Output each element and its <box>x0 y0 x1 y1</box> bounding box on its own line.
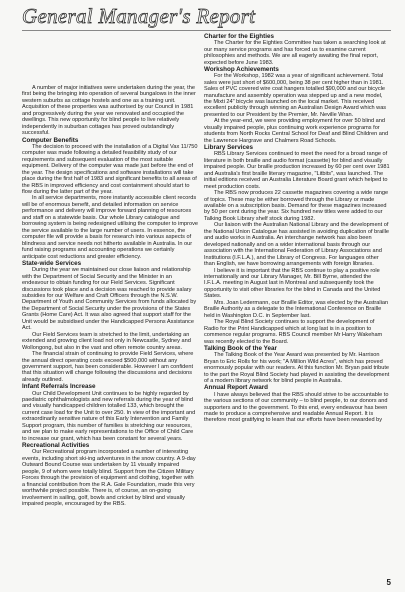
section-infant-referrals-increase <box>22 383 198 442</box>
section-charter-for-the-eighties <box>204 33 390 66</box>
paragraph: During the year we maintained our close liaison and relationship with the Department of Social Security and the Minister in an endeavour to obtain funding for our Field Services. Significant discussions took place and a decision was reached to provide salary subsidies for our Welfare and Craft Officers through the N.S.W. Department of Youth and Community Services from funds allocated by the Department of Social Security under the provisions of the States Grants (Home Care) Act. It was also agreed that support staff for the Unit would be subsidised under the Handicapped Persons Assistance Act. <box>22 267 197 332</box>
paragraph: The Royal Blind Society continues to support the development of Radio for the Print Handicapped which at long last is in a position to commence regular programs. RBS Council member Mr Harry Wakeham was recently elected to the Board. <box>204 319 383 345</box>
paragraph: The RBS now produces 22 cassette magazines covering a wide range of topics. These may be either borrowed through the Library or made available on a subscription basis. Demand for these magazines increased by 50 per cent during the year. Six hundred new titles were added to our Talking Book Library shelf stock during 1982. <box>204 190 389 222</box>
section-computer-benefits <box>22 137 198 260</box>
paragraph: I believe it is important that the RBS continue to play a positive role internationally and our Library Manager, Mr. Bill Byrne, attended the I.F.L.A. meeting in August last in Montreal and subsequently took the opportunity to visit other libraries for the blind in Canada and the United States. <box>204 267 381 300</box>
paragraph: A number of major initiatives were undertaken during the year, the first being the bringing into operation of several bungalows in the inner western suburbs as cottage hostels and one as a training unit. Acquisition of these properties was authorised by our Council in 1981 and progressively during the year we renovated and occupied the dwellings. This new opportunity for blind people to live relatively independently in suburban cottages has proved outstandingly successful. <box>22 85 196 137</box>
page-title: General Manager's Report <box>22 4 256 28</box>
section-heading: Charter for the Eighties <box>204 33 274 40</box>
right-column <box>204 33 390 589</box>
section-talking-book-of-the-year <box>204 345 390 384</box>
paragraph: Our Recreational program incorporated a number of interesting events, including short ski-ing adventures in the snow country. A 9-day Outward Bound Course was undertaken by 11 visually impaired people, 9 of whom were totally blind. Support from the Citizen Military Forces through the provision of equipment and clothing, together with a financial contribution from the R.A. Gale Foundation, made this very worthwhile project possible. There is, of course, an on-going involvement in sailing, golf, bowls and cricket by blind and visually impaired people, encouraged by the RBS. <box>22 449 196 507</box>
column-spacer <box>22 33 198 85</box>
page-number: 5 <box>386 578 391 587</box>
section-state-wide-services <box>22 260 198 383</box>
section-heading: Library Services <box>204 144 254 152</box>
paragraph: Our Field Services team is stretched to the limit, undertaking an extended and growing client load not only in Newcastle, Sydney and Wollongong, but also in the vast and often remote country areas. <box>22 331 191 351</box>
paragraph: I have always believed that the RBS should strive to be accountable to the various sections of our community – to blind people, to our donors and supporters and to the government. To this end, every endeavour has been made to produce a comprehensive and readable Annual Report. It is therefore most gratifying to learn that our efforts have been rewarded by <box>204 391 389 424</box>
paragraph: Mrs. Joan Ledermann, our Braille Editor, was elected by the Australian Braille Authority as a delegate to the International Conference on Braille held in Washington D.C. in September last. <box>204 299 389 319</box>
paragraph: The financial strain of continuing to provide Field Services, where the annual direct operating costs exceed $500,000 without any government support, has been considerable. However I am confident that this situation will change following the discussions and decisions already outlined. <box>22 351 194 383</box>
section-heading: Recreational Activities <box>22 442 90 450</box>
section-heading: Talking Book of the Year <box>204 345 277 352</box>
section-heading: Computer Benefits <box>22 136 79 144</box>
paragraph: Our liaison with the Australian National Library and the development of the National Union Catalogue has assisted in avoiding duplication of braille and audio works in Australia. An interchange network has also been developed nationally and on a wider international basis through our association with the International Federation of Library Associations and Institutions (I.F.L.A.), and the Library of Congress. For languages other than English, we have borrowing arrangements with foreign libraries. <box>204 222 390 268</box>
paragraph: In all service departments, more instantly accessible client records will be of enormous benefit, and detailed information on service performance and delivery will improve forward planning of resources and staff on a statewide basis. Our whole Library catalogue and borrowing system is being redesigned utilising the computer to improve the service available to the large number of users. In essence, the computer file will provide a basis for research into various aspects of blindness and service needs not hitherto available in Australia. In our fund raising programs and accounting operations we certainly anticipate cost reductions and greater efficiency. <box>22 195 198 260</box>
section-library-services <box>204 144 390 345</box>
section-recreational-activities <box>22 442 198 507</box>
paragraph: The decision to proceed with the installation of a Digital Vax 11/750 computer was made following a detailed feasibility study of our requirements and subsequent evaluation of the most suitable equipment. Delivery of the computer was made just before the end of the year. The design specifications and software installations will take place during the first half of 1983 and significant benefits to all areas of the RBS in improved efficiency and cost containment should start to flow during the latter part of the year. <box>22 143 198 195</box>
paragraph: The Charter for the Eighties Committee has taken a searching look at our many service programs and has forced us to examine current philosophies and methods. We are all eagerly awaiting the final report, expected before June 1983. <box>204 40 386 66</box>
section-annual-report-award <box>204 384 390 423</box>
paragraph: For the Workshop, 1982 was a year of significant achievement. Total sales were just short of $600,000, being 38 per cent higher than in 1981. Sales of PVC covered wire coat hangers totalled $90,000 and our bicycle manufacture and assembly operation was stepped up and a new model, the Mixti 24" bicycle was launched on the local market. This received excellent publicity through winning an Australian Design Award which was presented to our President by the Premier, Mr. Neville Wran. <box>204 73 387 118</box>
section-heading: Annual Report Award <box>204 384 269 392</box>
paragraph: The Talking Book of the Year Award was presented by Mr. Harrison Bryan to Eric Rolls for his work; "A Million Wild Acres", which has proved enormously popular with our readers. At this function Mr. Bryan paid tribute to the part the Royal Blind Society had played in assisting the development of a modern library network for blind people in Australia. <box>204 352 390 385</box>
section-heading: State-wide Services <box>22 259 82 267</box>
section-intro <box>22 85 198 137</box>
section-heading: Infant Referrals Increase <box>22 383 96 391</box>
section-workshop-achievements <box>204 66 390 144</box>
left-column <box>22 33 198 589</box>
paragraph: RBS Library Services continued to meet the need for a broad range of literature in both braille and audio format (cassette) for blind and visually impaired people. Our braille production increased by 60 per cent over 1981 and Australia's first braille literary magazine, "Litbits", was launched. The initial editions received an Australia Literature Board grant which helped to meet production costs. <box>204 151 390 190</box>
section-heading: Workshop Achievements <box>204 66 279 74</box>
title-rule <box>22 30 391 31</box>
paragraph: At the year-end, we were providing employment for over 50 blind and visually impaired people, plus continuing work experience programs for students from North Rocks Central School for Deaf and Blind Children and the Lawrence Hargrave and Chalmers Road Schools. <box>204 118 389 144</box>
paragraph: Our Child Development Unit continues to be highly regarded by paediatric ophthalmologists and new referrals during the year of blind and visually handicapped children totalled 133, which brought the current case load for the Unit to over 250. In view of the important and extraordinarily sensitive nature of this Early Intervention and Family Support program, this number of families is stretching our resources, and we plan to make early representations to the Office of Child Care to increase our grant, which has been constant for several years. <box>22 390 196 442</box>
